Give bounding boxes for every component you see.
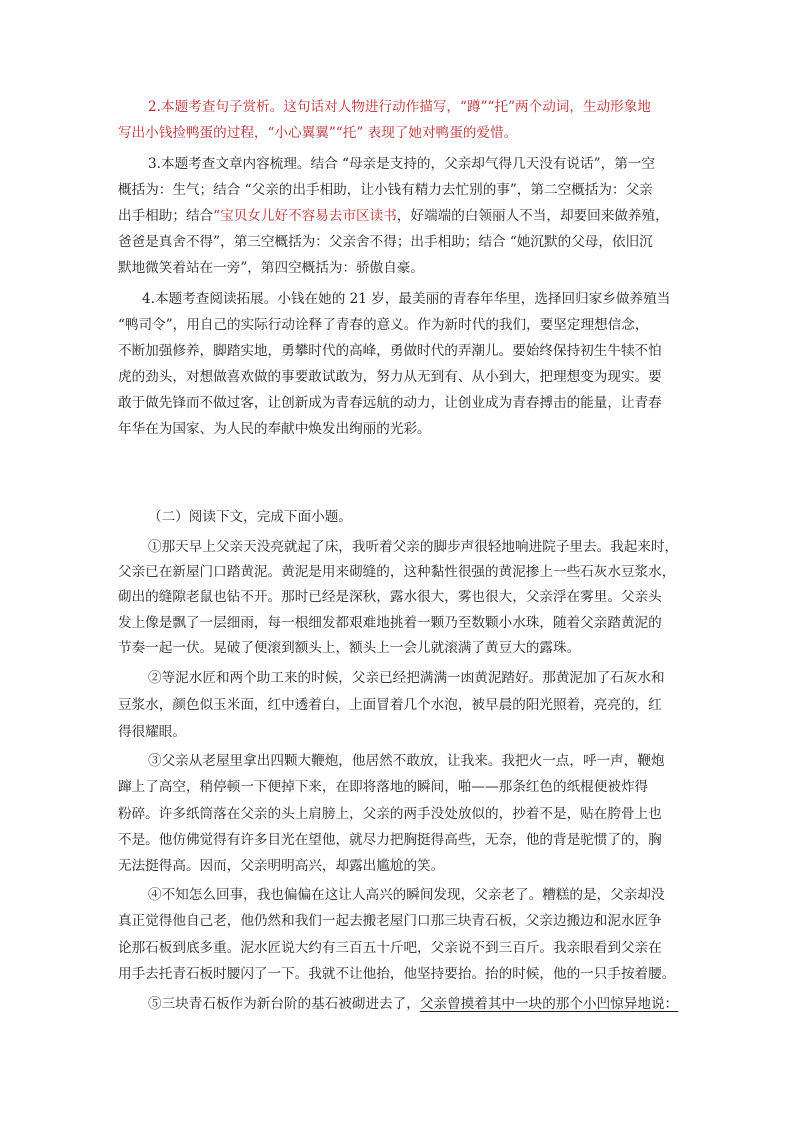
answer-3-line-1: 3.本题考查文章内容梳理。结合 “母亲是支持的，父亲却气得几天没有说话”，第一空: [148, 156, 655, 172]
answer-2-text: 两个动词，生动形象地: [515, 99, 651, 115]
paragraph-1-line: 发上像是飘了一层细雨，每一根细发都艰难地挑着一颗乃至数颗小水珠，随着父亲踏黄泥的: [118, 615, 662, 631]
paragraph-3-line: 蹿上了高空，稍停顿一下便掉下来，在即将落地的瞬间，啪——那条红色的纸棍便被炸得: [118, 779, 649, 795]
paragraph-1-line: 砌出的缝隙老鼠也钻不开。那时已经是深秋，露水很大，雾也很大，父亲浮在雾里。父亲头: [118, 589, 662, 605]
paragraph-3-line: ③父亲从老屋里拿出四颗大鞭炮，他居然不敢放，让我来。我把火一点，呼一声，鞭炮: [148, 753, 665, 769]
paragraph-1-line: ①那天早上父亲天没亮就起了床，我听着父亲的脚步声很轻地响进院子里去。我起来时，: [148, 539, 679, 555]
answer-4-line: “鸭司令”，用自己的实际行动诠释了青春的意义。作为新时代的我们，要坚定理想信念，: [118, 317, 649, 333]
answer-4-line: 年华在为国家、为人民的奉献中焕发出绚丽的光彩。: [118, 421, 431, 437]
answer-3-quote: “宝贝女儿好不容易去市区读书: [213, 208, 397, 224]
answer-3-text: ，好端端的白领丽人不当，却要回来做养殖，: [396, 208, 669, 224]
answer-3-line-4: 爸爸是真舍不得”，第三空概括为：父亲舍不得；出手相助；结合 “她沉默的父母，依旧沉: [118, 234, 653, 250]
answer-4-line: 敢于做先锋而不做过客，让创新成为青春远航的动力，让创业成为青春搏击的能量，让青春: [118, 395, 662, 411]
answer-2-quote: “小心翼翼”“托”: [267, 125, 364, 141]
paragraph-4-line: ④不知怎么回事，我也偏偏在这让人高兴的瞬间发现，父亲老了。糟糕的是，父亲却没: [148, 887, 665, 903]
underlined-sentence: 父亲曾摸着其中一块的那个小凹惊异地说：: [419, 996, 679, 1012]
answer-3-line-3: [118, 208, 669, 224]
answer-2-text: 表现了她对鸭蛋的爱惜。: [363, 125, 518, 141]
paragraph-2-line: 得很耀眼。: [118, 724, 186, 740]
paragraph-2-line: 豆浆水，颜色似玉米面，红中透着白，上面冒着几个水泡，被早晨的阳光照着，亮亮的，红: [118, 697, 662, 713]
answer-4-line: 不断加强修养，脚踏实地，勇攀时代的高峰，勇做时代的弄潮儿。要始终保持初生牛犊不怕: [118, 343, 662, 359]
paragraph-4-line: 真正觉得他自己老，他仍然和我们一起去搬老屋门口那三块青石板，父亲边搬边和泥水匠争: [118, 913, 662, 929]
section-heading: （二）阅读下文，完成下面小题。: [148, 509, 352, 525]
paragraph-3-line: 无法挺得高。因而，父亲明明高兴，却露出尴尬的笑。: [118, 858, 445, 874]
paragraph-3-line: 不是。他仿佛觉得有许多目光在望他，就尽力把胸挺得高些，无奈，他的背是驼惯了的，胸: [118, 832, 662, 848]
answer-2-line-2: [118, 125, 517, 141]
paragraph-3-line: 粉碎。许多纸筒落在父亲的头上肩膀上，父亲的两手没处放似的，抄着不是，贴在胯骨上也: [118, 806, 662, 822]
paragraph-4-line: 论那石板到底多重。泥水匠说大约有三百五十斤吧，父亲说不到三百斤。我亲眼看到父亲在: [118, 940, 662, 956]
paragraph-4-line: 用手去托青石板时腰闪了一下。我就不让他抬，他坚持要抬。抬的时候，他的一只手按着腰。: [118, 966, 676, 982]
paragraph-1-line: 父亲已在新屋门口踏黄泥。黄泥是用来砌缝的，这种黏性很强的黄泥掺上一些石灰水豆浆水，: [118, 564, 676, 580]
answer-2-line-1: [148, 99, 651, 115]
answer-3-line-5: 默地微笑着站在一旁”，第四空概括为：骄傲自豪。: [118, 260, 425, 276]
answer-3-line-2: 概括为：生气；结合 “父亲的出手相助，让小钱有精力去忙别的事”，第二空概括为：父亲: [118, 182, 653, 198]
answer-3-text: 出手相助；结合: [118, 208, 214, 224]
paragraph-2-line: ②等泥水匠和两个助工来的时候，父亲已经把满满一凼黄泥踏好。那黄泥加了石灰水和: [148, 670, 665, 686]
paragraph-5-text: ⑤三块青石板作为新台阶的基石被砌进去了，: [148, 996, 420, 1012]
answer-4-line: 4.本题考查阅读拓展。小钱在她的 21 岁，最美丽的青春年华里，选择回归家乡做养殖当: [142, 291, 671, 307]
paragraph-5-line: [148, 996, 678, 1012]
answer-2-text: 写出小钱捡鸭蛋的过程，: [118, 125, 268, 141]
answer-4-line: 虎的劲头，对想做喜欢做的事要敢试敢为，努力从无到有、从小到大，把理想变为现实。要: [118, 369, 662, 385]
answer-2-quote: “蹲”“托”: [460, 99, 516, 115]
paragraph-1-line: 节奏一起一伏。晃破了便滚到额头上，额头上一会儿就滚满了黄豆大的露珠。: [118, 640, 581, 656]
answer-2-text: 2.本题考查句子赏析。这句话对人物进行动作描写，: [148, 99, 461, 115]
